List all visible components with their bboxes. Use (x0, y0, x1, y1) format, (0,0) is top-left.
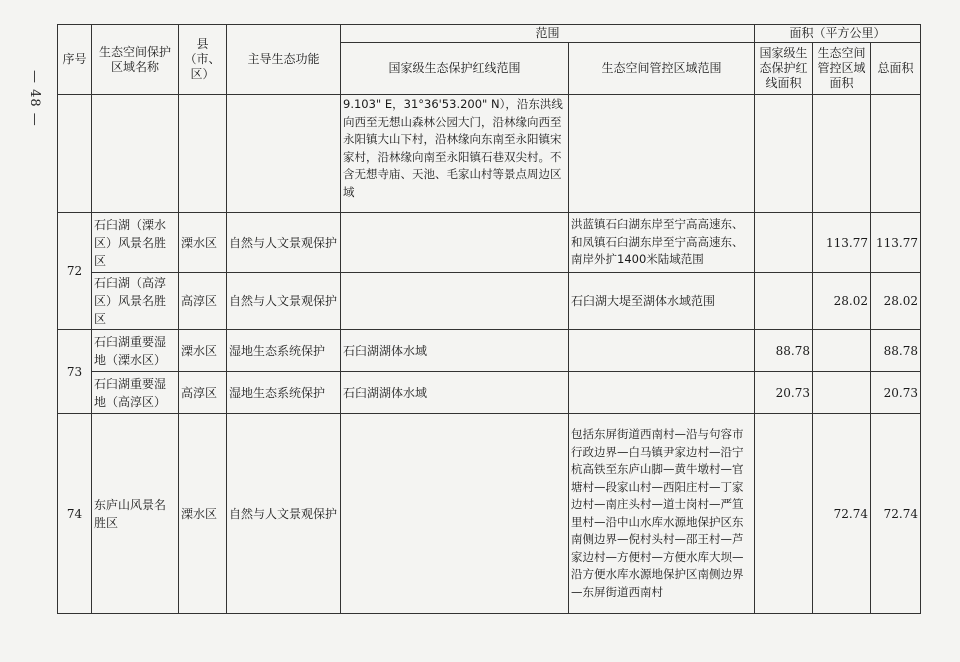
cell-seq: 72 (58, 213, 92, 330)
header-county: 县（市、区） (179, 25, 227, 95)
header-scope: 范围 (341, 25, 755, 43)
cell-seq: 74 (58, 414, 92, 614)
header-area-control: 生态空间管控区域面积 (813, 43, 871, 95)
protection-area-table (57, 24, 921, 614)
cell-name: 石臼湖重要湿地（溧水区） (92, 330, 179, 372)
cell-county: 溧水区 (179, 330, 227, 372)
header-area-name: 生态空间保护区域名称 (92, 25, 179, 95)
header-area-national: 国家级生态保护红线面积 (755, 43, 813, 95)
cell-scope-national: 石臼湖湖体水域 (341, 372, 569, 414)
cell-name: 石臼湖重要湿地（高淳区） (92, 372, 179, 414)
cell-function: 湿地生态系统保护 (227, 330, 341, 372)
cell-seq (58, 95, 92, 213)
cell-county: 溧水区 (179, 414, 227, 614)
table-row (58, 95, 921, 213)
cell-scope-control (569, 330, 755, 372)
cell-area-control (813, 372, 871, 414)
table-row (58, 213, 921, 273)
cell-county (179, 95, 227, 213)
table-row (58, 414, 921, 614)
header-seq: 序号 (58, 25, 92, 95)
header-area-total: 总面积 (871, 43, 921, 95)
cell-scope-control (569, 372, 755, 414)
cell-scope-national: 石臼湖湖体水域 (341, 330, 569, 372)
cell-scope-control: 石臼湖大堤至湖体水域范围 (569, 273, 755, 330)
cell-area-national: 20.73 (755, 372, 813, 414)
header-scope-national: 国家级生态保护红线范围 (341, 43, 569, 95)
cell-area-total: 72.74 (871, 414, 921, 614)
header-area: 面积（平方公里） (755, 25, 921, 43)
cell-county: 高淳区 (179, 273, 227, 330)
cell-area-total: 20.73 (871, 372, 921, 414)
cell-function: 自然与人文景观保护 (227, 213, 341, 273)
cell-scope-national (341, 273, 569, 330)
cell-area-total: 28.02 (871, 273, 921, 330)
cell-area-control (813, 330, 871, 372)
cell-area-control: 72.74 (813, 414, 871, 614)
cell-area-national (755, 414, 813, 614)
cell-scope-control: 包括东屏街道西南村—沿与句容市行政边界—白马镇尹家边村—沿宁杭高铁至东庐山脚—黄牛墩村—官塘村—段家山村—西阳庄村—丁家边村—南庄头村—道士岗村—严笪里村—沿中山水库水源地保护区东南侧边界—倪村头村—邵王村—芦家边村—方便村—方便水库大坝—沿方便水库水源地保护区南侧边界—东屏街道西南村 (569, 414, 755, 614)
cell-area-national (755, 273, 813, 330)
header-function: 主导生态功能 (227, 25, 341, 95)
cell-name: 石臼湖（溧水区）风景名胜区 (92, 213, 179, 273)
cell-name: 石臼湖（高淳区）风景名胜区 (92, 273, 179, 330)
cell-function: 自然与人文景观保护 (227, 273, 341, 330)
cell-function (227, 95, 341, 213)
cell-area-total (871, 95, 921, 213)
cell-area-control (813, 95, 871, 213)
cell-area-total: 113.77 (871, 213, 921, 273)
cell-area-national (755, 213, 813, 273)
cell-area-total: 88.78 (871, 330, 921, 372)
cell-county: 高淳区 (179, 372, 227, 414)
cell-area-national: 88.78 (755, 330, 813, 372)
cell-area-control: 28.02 (813, 273, 871, 330)
header-scope-control: 生态空间管控区域范围 (569, 43, 755, 95)
cell-scope-control: 洪蓝镇石臼湖东岸至宁高高速东、和凤镇石臼湖东岸至宁高高速东、南岸外扩1400米陆域范围 (569, 213, 755, 273)
cell-scope-national: 9.103" E，31°36'53.200" N），沿东洪线向西至无想山森林公园大门，沿林缘向西至永阳镇大山下村，沿林缘向东南至永阳镇宋家村，沿林缘向南至永阳镇石巷双尖村。不含无想寺庙、天池、毛家山村等景点周边区域 (341, 95, 569, 213)
cell-scope-national (341, 213, 569, 273)
cell-scope-national (341, 414, 569, 614)
table-row (58, 330, 921, 372)
cell-seq: 73 (58, 330, 92, 414)
cell-area-control: 113.77 (813, 213, 871, 273)
cell-function: 湿地生态系统保护 (227, 372, 341, 414)
page-number: — 48 — (27, 70, 42, 127)
cell-area-national (755, 95, 813, 213)
table-row (58, 273, 921, 330)
cell-county: 溧水区 (179, 213, 227, 273)
cell-name (92, 95, 179, 213)
table-row (58, 372, 921, 414)
cell-name: 东庐山风景名胜区 (92, 414, 179, 614)
cell-scope-control (569, 95, 755, 213)
cell-function: 自然与人文景观保护 (227, 414, 341, 614)
